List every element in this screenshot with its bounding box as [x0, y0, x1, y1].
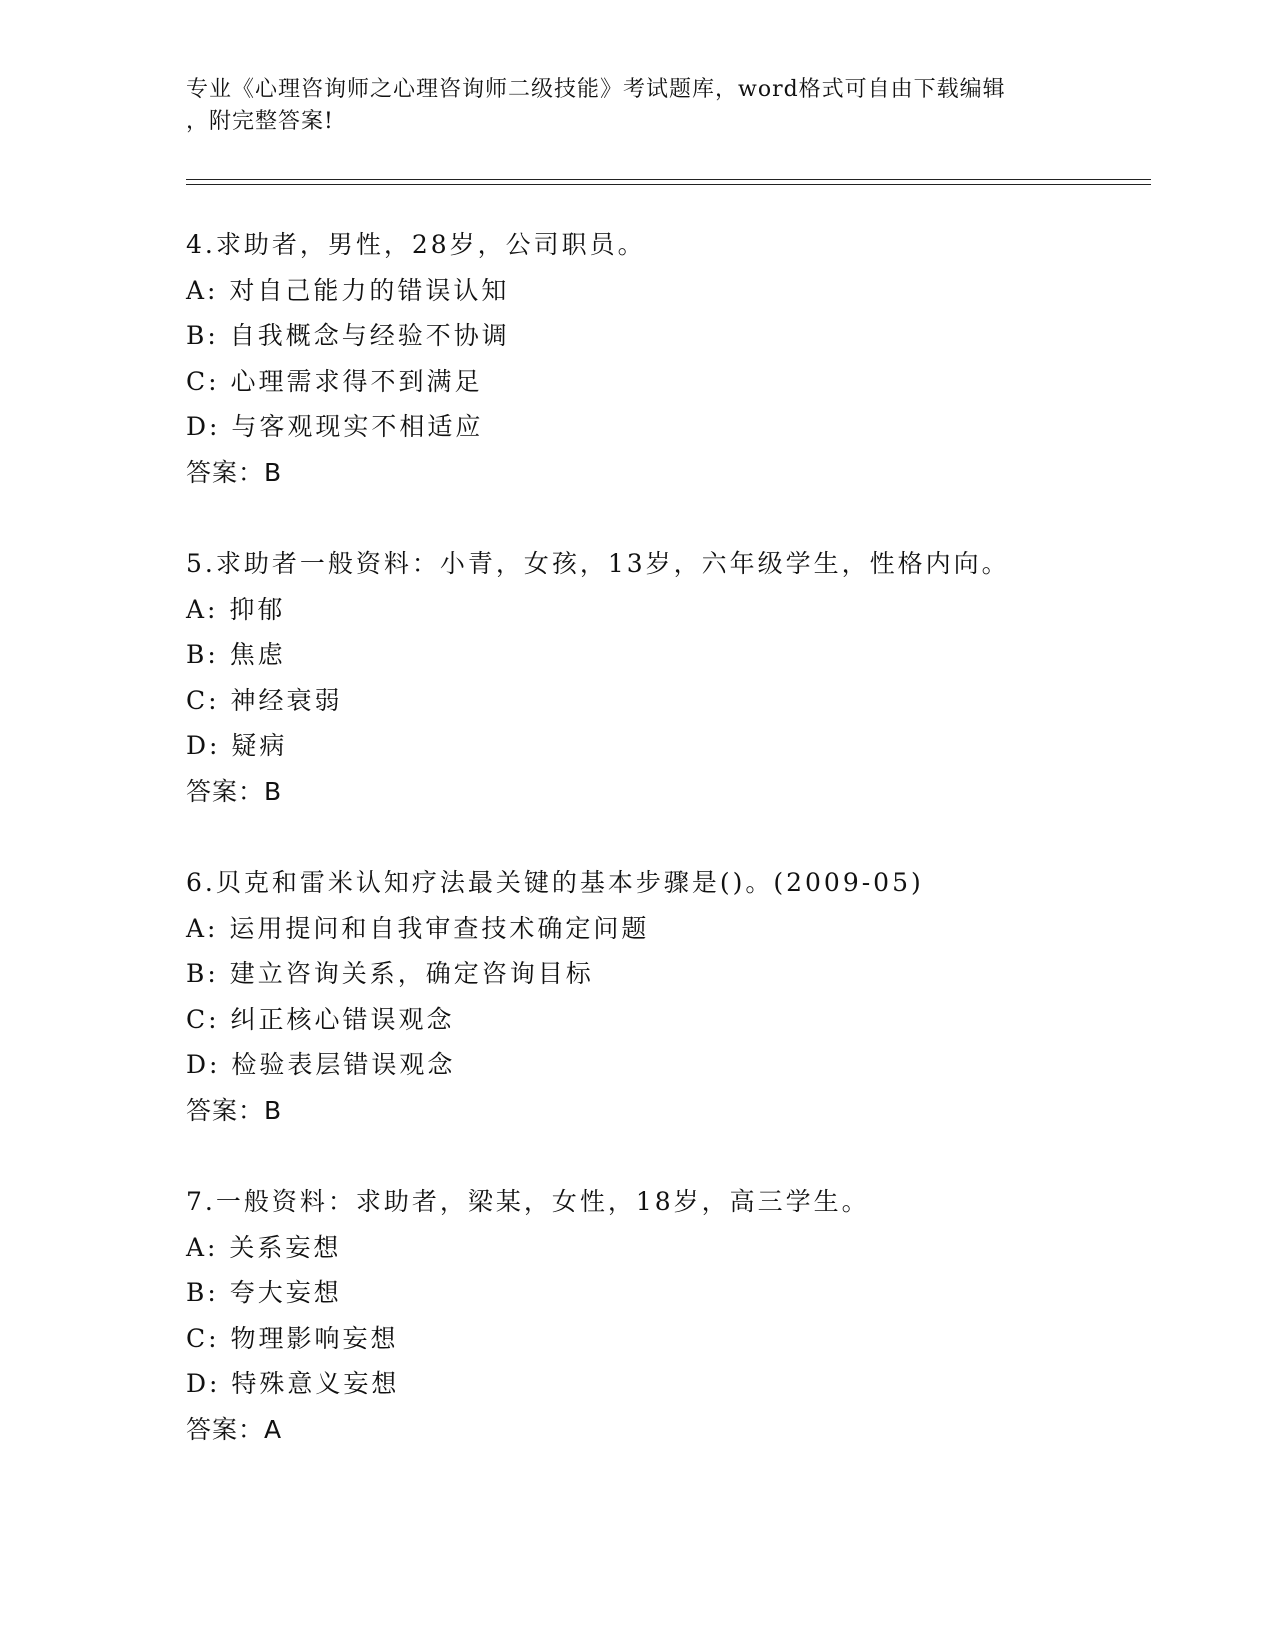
header-divider-bottom [186, 184, 1151, 185]
option-a: A: 抑郁 [186, 594, 286, 624]
question-stem: 6.贝克和雷米认知疗法最关键的基本步骤是()。(2009-05) [186, 868, 924, 897]
option-b: B: 自我概念与经验不协调 [186, 321, 510, 350]
option-d: D: 疑病 [186, 731, 288, 760]
option-c: C: 物理影响妄想 [186, 1323, 399, 1353]
option-b: B: 夸大妄想 [186, 1278, 342, 1307]
option-a: A: 关系妄想 [186, 1232, 342, 1262]
question-block-4 [186, 222, 1146, 495]
question-block-6 [186, 860, 1146, 1133]
option-d: D: 与客观现实不相适应 [186, 412, 484, 441]
header-divider-top [186, 179, 1151, 180]
answer-line: 答案：B [186, 457, 283, 487]
option-c: C: 神经衰弱 [186, 685, 343, 715]
option-b: B: 焦虑 [186, 640, 286, 669]
header-line-2: ，附完整答案! [186, 109, 334, 134]
question-block-7 [186, 1179, 1146, 1452]
answer-line: 答案：A [186, 1414, 283, 1444]
question-stem: 4.求助者，男性，28岁，公司职员。 [186, 230, 646, 259]
question-block-5 [186, 541, 1146, 814]
option-b: B: 建立咨询关系，确定咨询目标 [186, 959, 594, 988]
option-c: C: 心理需求得不到满足 [186, 366, 483, 396]
document-header [186, 74, 1086, 138]
option-d: D: 检验表层错误观念 [186, 1050, 456, 1079]
question-stem: 5.求助者一般资料：小青，女孩，13岁，六年级学生，性格内向。 [186, 549, 1010, 578]
option-a: A: 运用提问和自我审查技术确定问题 [186, 913, 650, 943]
answer-line: 答案：B [186, 776, 283, 806]
option-a: A: 对自己能力的错误认知 [186, 275, 510, 305]
question-stem: 7.一般资料：求助者，梁某，女性，18岁，高三学生。 [186, 1187, 870, 1216]
option-d: D: 特殊意义妄想 [186, 1369, 400, 1398]
header-line-1: 专业《心理咨询师之心理咨询师二级技能》考试题库，word格式可自由下载编辑 [186, 77, 1006, 102]
answer-line: 答案：B [186, 1095, 283, 1125]
option-c: C: 纠正核心错误观念 [186, 1004, 455, 1034]
